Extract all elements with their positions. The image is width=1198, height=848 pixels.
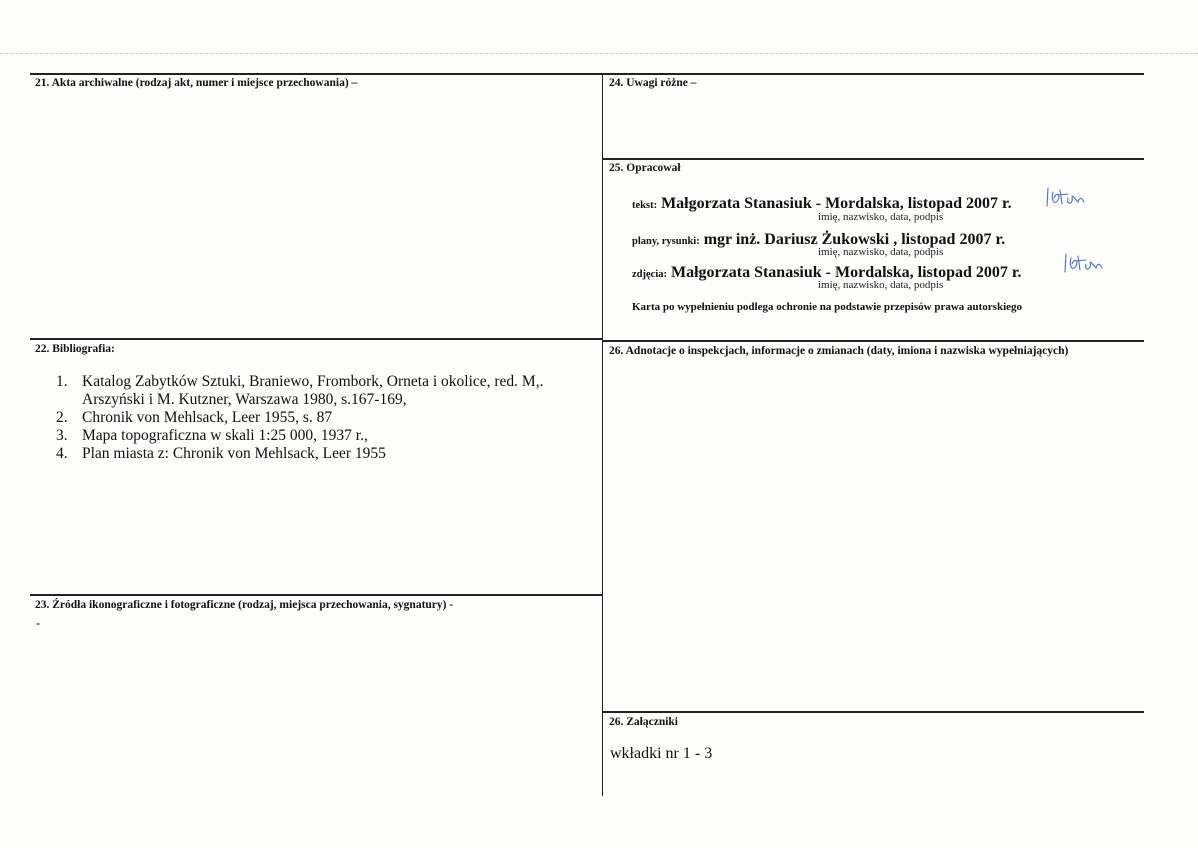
credit-text-role: tekst: (632, 200, 658, 211)
divider-26-top (603, 340, 1144, 342)
credit-photos-caption: imię, nazwisko, data, podpis (818, 279, 944, 291)
credit-plans-caption: imię, nazwisko, data, podpis (818, 246, 944, 258)
section-25-label: 25. Opracował (609, 162, 681, 174)
signature-photos (1060, 248, 1108, 278)
section-21-label: 21. Akta archiwalne (rodzaj akt, numer i miejsce przechowania) – (35, 77, 358, 89)
signature-text (1042, 182, 1090, 212)
credit-plans-name: mgr inż. Dariusz Żukowski , listopad 2007 r. (703, 231, 1006, 248)
section-22-label: 22. Bibliografia: (35, 343, 115, 355)
divider-22-top (30, 338, 602, 340)
section-23-entry: - (36, 616, 40, 630)
divider-23-top (30, 594, 602, 596)
bibliography-item-text: Mapa topograficzna w skali 1:25 000, 1937 r., (82, 427, 368, 444)
page-top-fold (0, 53, 1198, 54)
bibliography-item-text: Chronik von Mehlsack, Leer 1955, s. 87 (82, 409, 333, 426)
section-23-label: 23. Źródła ikonograficzne i fotograficzne (rodzaj, miejsca przechowania, sygnatury) - (35, 599, 454, 611)
bibliography-item (52, 427, 543, 445)
bibliography-item-number: 3. (56, 427, 68, 444)
bibliography-item-text: Katalog Zabytków Sztuki, Braniewo, Frombork, Orneta i okolice, red. M,. (82, 373, 544, 390)
column-divider (602, 73, 603, 796)
section-26-annotations-label: 26. Adnotacje o inspekcjach, informacje o zmianach (daty, imiona i nazwiska wypełniających) (609, 345, 1069, 357)
bibliography-list (52, 373, 543, 463)
bibliography-item-number: 1. (56, 373, 68, 390)
credit-photos-name: Małgorzata Stanasiuk - Mordalska, listopad 2007 r. (670, 264, 1022, 281)
divider-attachments-top (603, 711, 1144, 713)
section-24-label: 24. Uwagi różne – (609, 77, 697, 89)
credit-text-caption: imię, nazwisko, data, podpis (818, 211, 944, 223)
bibliography-item (52, 409, 543, 427)
divider-25-top (603, 158, 1144, 160)
bibliography-item (52, 445, 543, 463)
attachments-value: wkładki nr 1 - 3 (610, 745, 713, 762)
credit-text-name: Małgorzata Stanasiuk - Mordalska, listopad 2007 r. (661, 195, 1012, 212)
bibliography-item-text: Plan miasta z: Chronik von Mehlsack, Leer 1955 (82, 445, 386, 462)
copyright-notice: Karta po wypełnieniu podlega ochronie na podstawie przepisów prawa autorskiego (632, 301, 1023, 313)
bibliography-item-number: 4. (56, 445, 68, 462)
section-26-attachments-label: 26. Załączniki (609, 716, 679, 728)
credit-photos-role: zdjęcia: (632, 269, 667, 280)
bibliography-item-continued: Arszyński i M. Kutzner, Warszawa 1980, s.167-169, (82, 391, 407, 408)
credit-plans-role: plany, rysunki: (632, 236, 700, 247)
bibliography-item (52, 373, 543, 409)
divider-top-right (603, 73, 1144, 75)
divider-top-left (30, 73, 602, 75)
bibliography-item-number: 2. (56, 409, 68, 426)
